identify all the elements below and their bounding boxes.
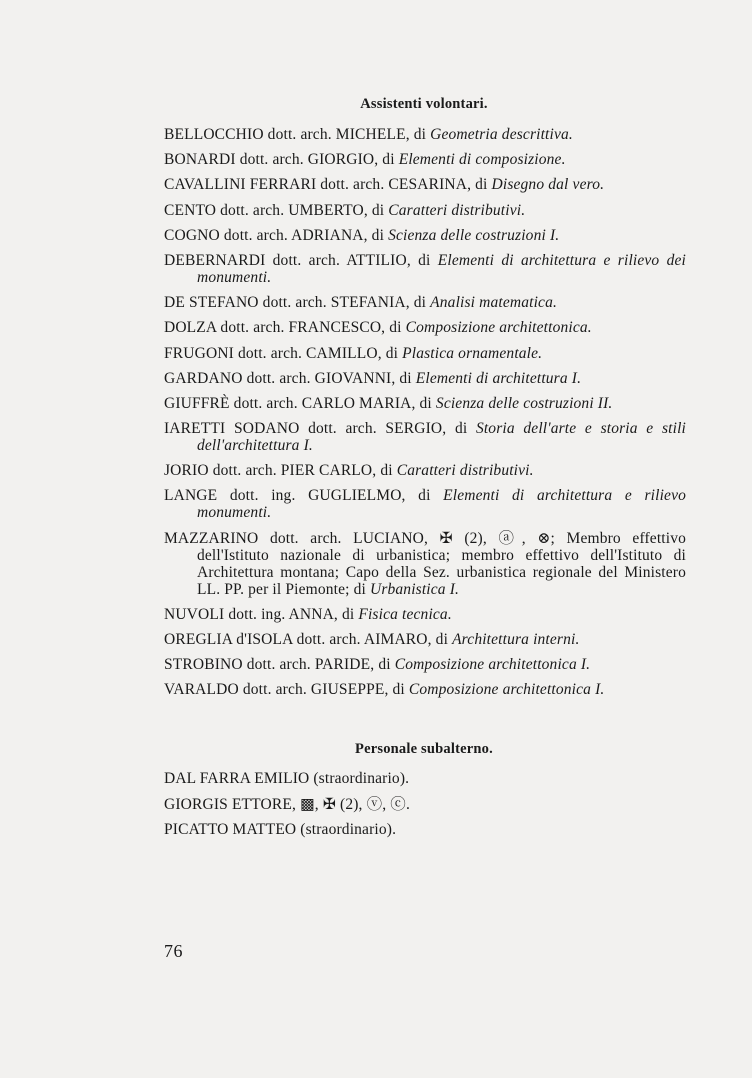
- entry-subject: Composizione architettonica.: [405, 319, 592, 337]
- list-item: [164, 606, 686, 623]
- entry-subject: Elementi di architettura I.: [415, 369, 582, 387]
- entry-name: LANGE dott. ing. GUGLIELMO, di: [164, 487, 444, 505]
- entry-name: CENTO dott. arch. UMBERTO, di: [164, 201, 389, 219]
- entry-name: FRUGONI dott. arch. CAMILLO, di: [164, 344, 403, 362]
- entry-subject: Architettura interni.: [452, 631, 580, 648]
- entry-name: VARALDO dott. arch. GIUSEPPE, di: [164, 681, 409, 699]
- section-title-staff: Personale subalterno.: [355, 741, 493, 757]
- entry-subject: Caratteri distributivi.: [388, 201, 526, 219]
- list-item: [164, 126, 686, 143]
- entry-name: IARETTI SODANO dott. arch. SERGIO, di: [164, 420, 476, 438]
- list-item: [164, 151, 686, 168]
- entry-subject: Elementi di composizione.: [398, 151, 566, 169]
- entry-subject: Disegno dal vero.: [491, 176, 605, 194]
- entry-name: MAZZARINO dott. arch. LUCIANO, ✠ (2), ⓐ, ⊗; Membro effettivo dell'Istituto nazionale di urbanistica; membro effettivo dell'Istituto di Architettura montana; Capo della Sez. urbanistica regionale del Ministero LL. PP. per il Piemonte; di: [164, 529, 686, 598]
- list-item: [164, 530, 686, 598]
- entry-subject: Composizione architettonica I.: [408, 681, 605, 699]
- list-item: PICATTO MATTEO (straordinario).: [164, 821, 397, 839]
- list-item: [164, 487, 686, 521]
- list-item: [164, 681, 686, 698]
- entry-name: DE STEFANO dott. arch. STEFANIA, di: [164, 294, 431, 312]
- section-title-assistants: Assistenti volontari.: [360, 96, 488, 112]
- list-item: [164, 395, 686, 412]
- entry-subject: Elementi di architettura e rilievo dei monumenti.: [197, 251, 686, 286]
- entry-name: DEBERNARDI dott. arch. ATTILIO, di: [164, 251, 438, 269]
- entry-subject: Storia dell'arte e storia e stili dell'architettura I.: [197, 420, 686, 455]
- list-item: [164, 631, 686, 648]
- list-item: [164, 345, 686, 362]
- entry-name: STROBINO dott. arch. PARIDE, di: [164, 656, 395, 674]
- entry-subject: Fisica tecnica.: [358, 605, 452, 623]
- entry-name: BELLOCCHIO dott. arch. MICHELE, di: [164, 126, 431, 143]
- page-number: 76: [164, 941, 183, 961]
- entry-subject: Scienza delle costruzioni II.: [435, 394, 613, 412]
- staff-list: [164, 770, 686, 847]
- list-item: [164, 420, 686, 454]
- entry-subject: Geometria descrittiva.: [430, 126, 573, 143]
- list-item: [164, 227, 686, 244]
- assistants-list: [164, 126, 686, 707]
- entry-subject: Caratteri distributivi.: [396, 462, 534, 480]
- list-item: [164, 252, 686, 286]
- entry-name: BONARDI dott. arch. GIORGIO, di: [164, 151, 399, 169]
- list-item: [164, 462, 686, 479]
- entry-name: GARDANO dott. arch. GIOVANNI, di: [164, 369, 416, 387]
- list-item: [164, 370, 686, 387]
- list-item: GIORGIS ETTORE, ▩, ✠ (2), ⓥ, ⓒ.: [164, 795, 410, 813]
- list-item: [164, 656, 686, 673]
- entry-name: JORIO dott. arch. PIER CARLO, di: [164, 462, 397, 480]
- entry-subject: Composizione architettonica I.: [394, 656, 591, 674]
- entry-subject: Analisi matematica.: [430, 294, 557, 312]
- entry-name: NUVOLI dott. ing. ANNA, di: [164, 605, 359, 623]
- entry-name: COGNO dott. arch. ADRIANA, di: [164, 226, 389, 244]
- entry-subject: Scienza delle costruzioni I.: [388, 226, 560, 244]
- entry-name: OREGLIA d'ISOLA dott. arch. AIMARO, di: [164, 631, 453, 648]
- entry-name: GIUFFRÈ dott. arch. CARLO MARIA, di: [164, 394, 436, 412]
- list-item: [164, 202, 686, 219]
- entry-subject: Plastica ornamentale.: [402, 344, 543, 362]
- entry-subject: Urbanistica I.: [369, 580, 460, 598]
- entry-name: CAVALLINI FERRARI dott. arch. CESARINA, di: [164, 176, 492, 194]
- list-item: DAL FARRA EMILIO (straordinario).: [164, 770, 410, 787]
- list-item: [164, 176, 686, 193]
- list-item: [164, 294, 686, 311]
- entry-name: DOLZA dott. arch. FRANCESCO, di: [164, 319, 406, 337]
- entry-subject: Elementi di architettura e rilievo monumenti.: [197, 487, 686, 522]
- list-item: [164, 319, 686, 336]
